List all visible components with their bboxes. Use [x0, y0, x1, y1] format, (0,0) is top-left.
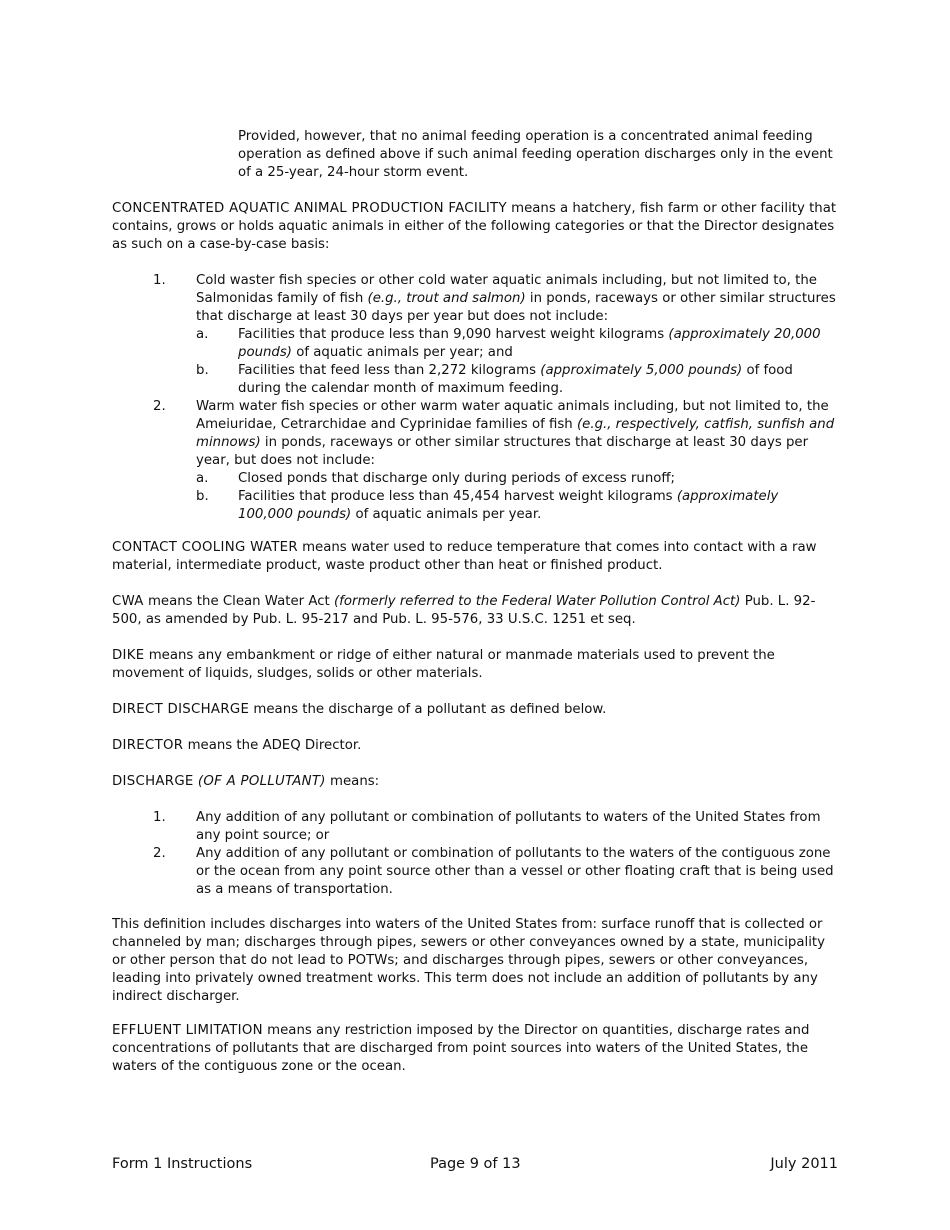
- sub-item: [112, 362, 837, 398]
- item-number: 2.: [153, 846, 166, 861]
- footer-date: July 2011: [770, 1156, 838, 1172]
- effluent-paragraph: EFFLUENT LIMITATION means any restriction imposed by the Director on quantities, discharge rates and concentrations of pollutants that are discharged from point sources into waters of the United States, the waters of the contiguous zone or the ocean.: [112, 1023, 810, 1074]
- discharge-term: DISCHARGE: [112, 774, 194, 789]
- cwa-paragraph: CWA means the Clean Water Act (formerly referred to the Federal Water Pollution Control Act) Pub. L. 92-500, as amended by Pub. L. 95-217 and Pub. L. 95-576, 33 U.S.C. 1251 et seq.: [112, 594, 816, 627]
- contact-cooling-paragraph: CONTACT COOLING WATER means water used to reduce temperature that comes into contact with a raw material, intermediate product, waste product other than heat or finished product.: [112, 540, 817, 573]
- sub-item-text: Facilities that produce less than 9,090 harvest weight kilograms (approximately 20,000 pounds) of aquatic animals per year; and: [238, 327, 821, 360]
- direct-discharge-term: DIRECT DISCHARGE: [112, 702, 250, 717]
- footer-page-number: Page 9 of 13: [430, 1156, 521, 1172]
- cwa-term: CWA: [112, 594, 144, 609]
- director-term: DIRECTOR: [112, 738, 184, 753]
- caapf-definition: [112, 200, 837, 254]
- item-number: 2.: [153, 399, 166, 414]
- list-item: [112, 398, 837, 470]
- discharge-note-paragraph: This definition includes discharges into waters of the United States from: surface runoff that is collected or channeled by man; discharges through pipes, sewers or other conveyances owned by a state, municipality or other person that do not lead to POTWs; and discharges through pipes, sewers or other conveyances, leading into privately owned treatment works. This term does not include an addition of pollutants by any indirect discharger.: [112, 917, 825, 1004]
- caapf-text: means a hatchery, fish farm or other facility that contains, grows or holds aquatic animals in either of the following categories or that the Director designates as such on a case-by-case basis:: [112, 201, 837, 252]
- sub-item: [112, 488, 837, 524]
- item-number: 1.: [153, 810, 166, 825]
- effluent-term: EFFLUENT LIMITATION: [112, 1023, 263, 1038]
- sub-item-letter: b.: [196, 489, 209, 504]
- list-item: [112, 809, 837, 845]
- footer-form-title: Form 1 Instructions: [112, 1156, 253, 1172]
- item-text: Any addition of any pollutant or combination of pollutants to the waters of the contiguous zone or the ocean from any point source other than a vessel or other floating craft that is being used as a means of transportation.: [196, 846, 834, 897]
- dike-paragraph: DIKE means any embankment or ridge of either natural or manmade materials used to prevent the movement of liquids, sludges, solids or other materials.: [112, 648, 775, 681]
- list-item: [112, 272, 837, 326]
- sub-item-letter: b.: [196, 363, 209, 378]
- caapf-term: CONCENTRATED AQUATIC ANIMAL PRODUCTION FACILITY: [112, 201, 507, 216]
- discharge-list: [112, 809, 837, 899]
- sub-item-text: Facilities that feed less than 2,272 kilograms (approximately 5,000 pounds) of food during the calendar month of maximum feeding.: [238, 363, 793, 396]
- list-item: [112, 845, 837, 899]
- sub-item-letter: a.: [196, 471, 209, 486]
- item-text: Any addition of any pollutant or combination of pollutants to waters of the United States from any point source; or: [196, 810, 821, 843]
- sub-item-text: Facilities that produce less than 45,454 harvest weight kilograms (approximately 100,000 pounds) of aquatic animals per year.: [238, 489, 779, 522]
- discharge-paragraph: DISCHARGE (OF A POLLUTANT) means:: [112, 774, 380, 789]
- caapf-list: [112, 272, 837, 524]
- direct-discharge-paragraph: DIRECT DISCHARGE means the discharge of a pollutant as defined below.: [112, 702, 607, 717]
- sub-item-text: Closed ponds that discharge only during periods of excess runoff;: [238, 471, 676, 486]
- dike-term: DIKE: [112, 648, 145, 663]
- provided-paragraph: Provided, however, that no animal feeding operation is a concentrated animal feeding operation as defined above if such animal feeding operation discharges only in the event of a 25-year, 24-hour storm event.: [238, 129, 833, 180]
- sub-item: [112, 326, 837, 362]
- sub-item-letter: a.: [196, 327, 209, 342]
- item-text: Cold waster fish species or other cold water aquatic animals including, but not limited to, the Salmonidas family of fish (e.g., trout and salmon) in ponds, raceways or other similar structures that discharge at least 30 days per year but does not include:: [196, 273, 836, 324]
- item-number: 1.: [153, 273, 166, 288]
- director-paragraph: DIRECTOR means the ADEQ Director.: [112, 738, 362, 753]
- page-footer: [112, 1155, 838, 1175]
- contact-cooling-term: CONTACT COOLING WATER: [112, 540, 298, 555]
- caapf-paragraph: [112, 200, 837, 254]
- sub-item: [112, 470, 837, 488]
- item-text: Warm water fish species or other warm water aquatic animals including, but not limited to, the Ameiuridae, Cetrarchidae and Cyprinidae families of fish (e.g., respectively, catfish, sunfish and minnows) in ponds, raceways or other similar structures that discharge at least 30 days per year, but does not include:: [196, 399, 835, 468]
